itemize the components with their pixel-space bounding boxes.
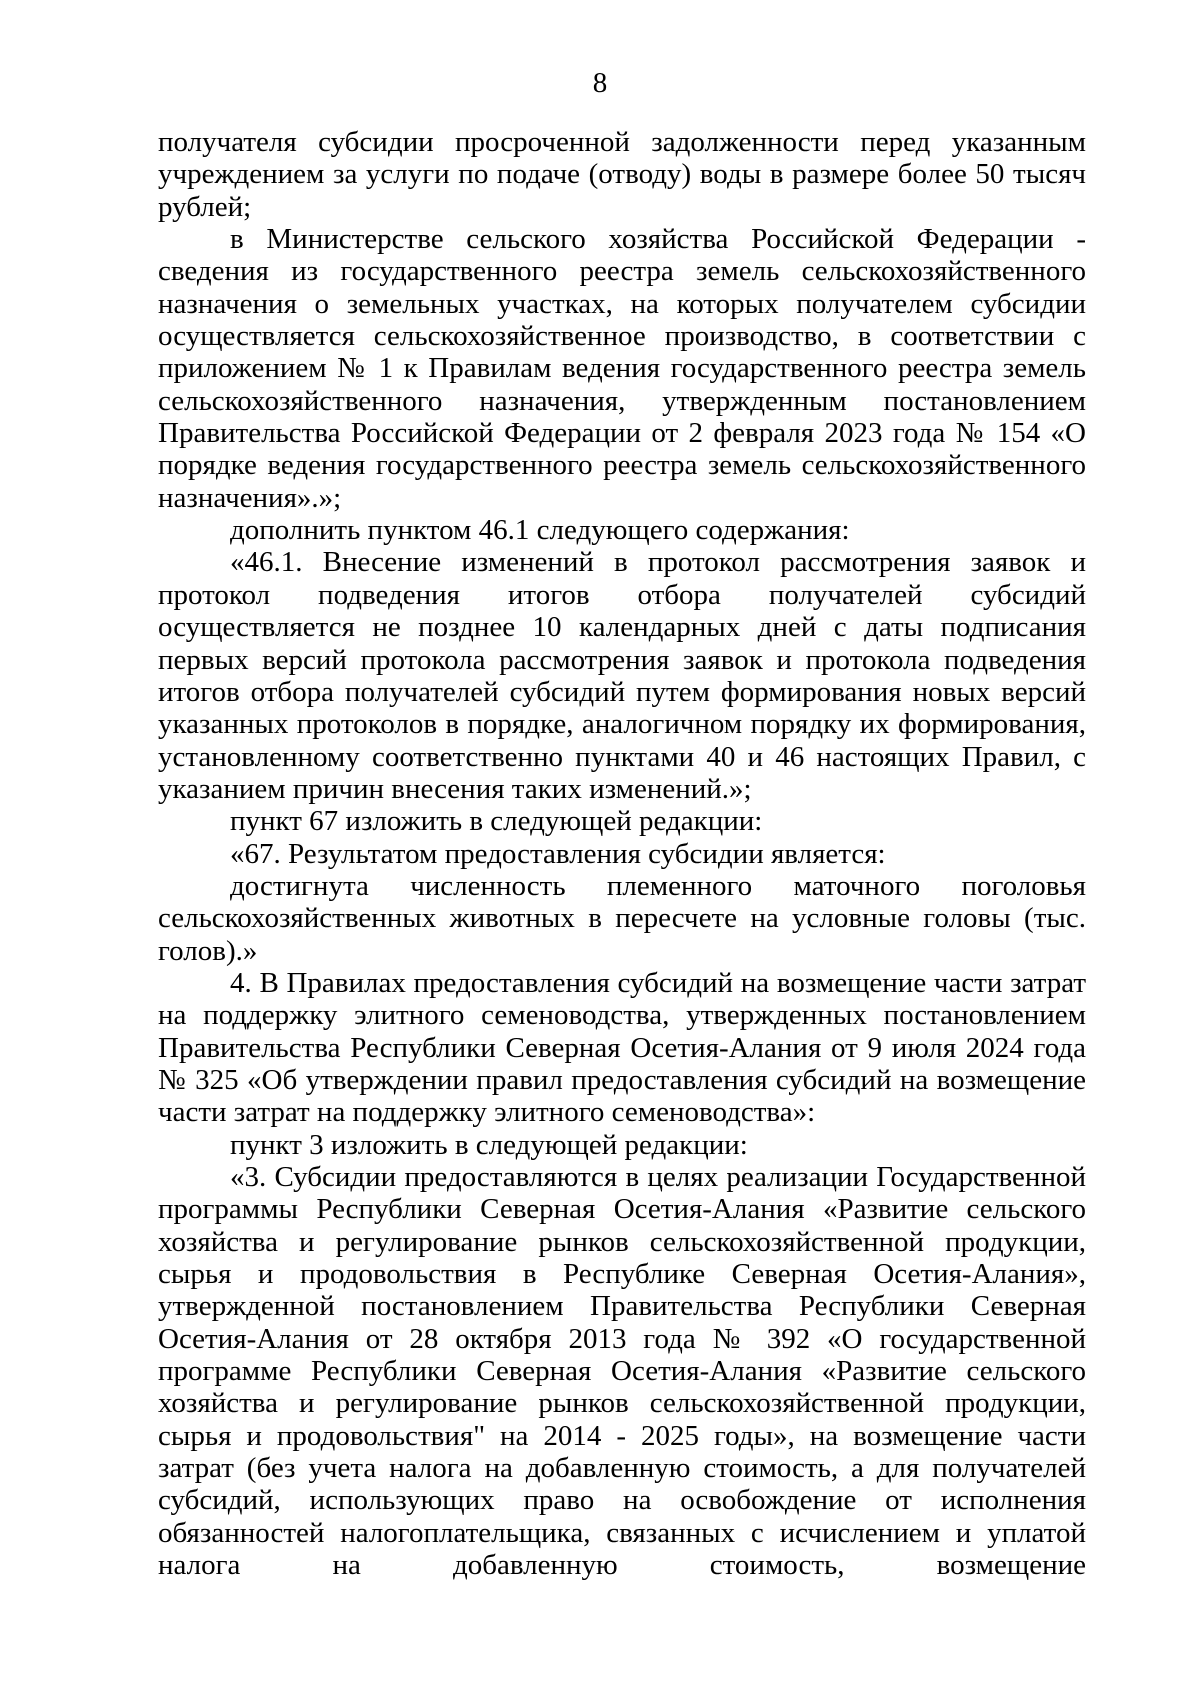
paragraph: «46.1. Внесение изменений в протокол рассмотрения заявок и протокол подведения итогов отбора получателей субсидий осуществляется не позднее 10 календарных дней с даты подписания первых версий протокола рассмотрения заявок и протокола подведения итогов отбора получателей субсидий путем формирования новых версий указанных протоколов в порядке, аналогичном порядку их формирования, установленному соответственно пунктами 40 и 46 настоящих Правил, с указанием причин внесения таких изменений.»; — [158, 546, 1086, 805]
paragraph: дополнить пунктом 46.1 следующего содержания: — [230, 514, 850, 547]
document-body — [158, 126, 1086, 1581]
page-number: 8 — [592, 67, 608, 99]
paragraph: пункт 3 изложить в следующей редакции: — [230, 1128, 748, 1161]
paragraph: «3. Субсидии предоставляются в целях реализации Государственной программы Республики Северная Осетия-Алания «Развитие сельского хозяйства и регулирование рынков сельскохозяйственной продукции, сырья и продовольствия в Республике Северная Осетия-Алания», утвержденной постановлением Правительства Республики Северная Осетия-Алания от 28 октября 2013 года № 392 «О государственной программе Республики Северная Осетия-Алания «Развитие сельского хозяйства и регулирование рынков сельскохозяйственной продукции, сырья и продовольствия" на 2014 - 2025 годы», на возмещение части затрат (без учета налога на добавленную стоимость, а для получателей субсидий, использующих право на освобождение от исполнения обязанностей налогоплательщика, связанных с исчислением и уплатой налога на добавленную стоимость, возмещение — [158, 1161, 1086, 1582]
paragraph: «67. Результатом предоставления субсидии является: — [230, 837, 886, 870]
paragraph: достигнута численность племенного маточного поголовья сельскохозяйственных животных в пересчете на условные головы (тыс. голов).» — [158, 869, 1086, 967]
paragraph: в Министерстве сельского хозяйства Российской Федерации - сведения из государственного реестра земель сельскохозяйственного назначения о земельных участках, на которых получателем субсидии осуществляется сельскохозяйственное производство, в соответствии с приложением № 1 к Правилам ведения государственного реестра земель сельскохозяйственного назначения, утвержденным постановлением Правительства Российской Федерации от 2 февраля 2023 года № 154 «О порядке ведения государственного реестра земель сельскохозяйственного назначения».»; — [158, 223, 1086, 514]
paragraph: пункт 67 изложить в следующей редакции: — [230, 805, 763, 838]
paragraph: получателя субсидии просроченной задолженности перед указанным учреждением за услуги по подаче (отводу) воды в размере более 50 тысяч рублей; — [158, 126, 1086, 223]
paragraph: 4. В Правилах предоставления субсидий на возмещение части затрат на поддержку элитного семеноводства, утвержденных постановлением Правительства Республики Северная Осетия-Алания от 9 июля 2024 года № 325 «Об утверждении правил предоставления субсидий на возмещение части затрат на поддержку элитного семеноводства»: — [158, 966, 1086, 1129]
